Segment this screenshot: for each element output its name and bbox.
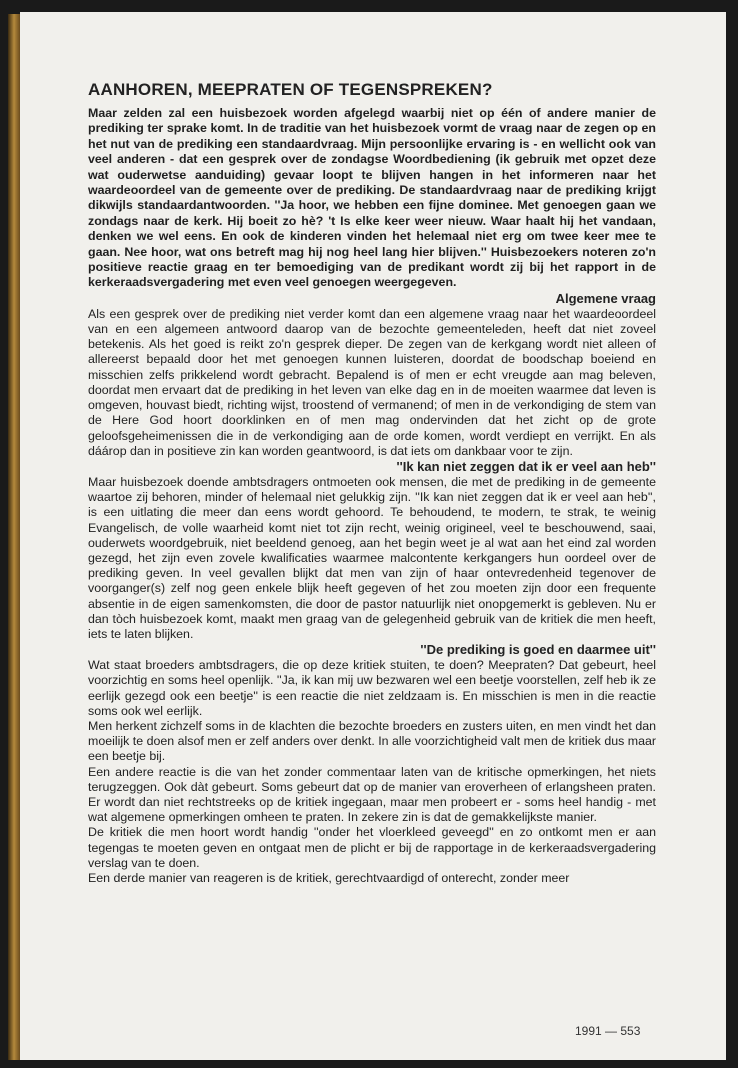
- document-page: [20, 12, 726, 1060]
- body-paragraph: De kritiek die men hoort wordt handig ''onder het vloerkleed geveegd'' en zo ontkomt men er aan tegengas te moeten geven en ontgaat men de plicht er bij de rapportage in de kerkeraadsvergadering verslag van te doen.: [88, 825, 656, 870]
- body-paragraph: Een andere reactie is die van het zonder commentaar laten van de kritische opmerkingen, het niets terugzeggen. Ook dàt gebeurt. Soms gebeurt dat op de manier van eroverheen of erlangsheen praten. Er wordt dan niet rechtstreeks op de kritiek ingegaan, maar men probeert er - soms heel handig - met wat algemene opmerkingen omheen te praten. In zekere zin is dat de gemakkelijkste manier.: [88, 764, 656, 825]
- book-spine: [8, 14, 20, 1060]
- section-heading-ik-kan-niet-zeggen: ''Ik kan niet zeggen dat ik er veel aan heb'': [396, 458, 656, 474]
- section-heading-algemene-vraag: Algemene vraag: [555, 290, 656, 306]
- body-paragraph: Maar huisbezoek doende ambtsdragers ontmoeten ook mensen, die met de prediking in de gemeente waartoe zij behoren, minder of helemaal niet gelukkig zijn. ''Ik kan niet zeggen dat ik er veel aan heb'', is een uitlating die meer dan eens wordt gehoord. Te behoudend, te modern, te strak, te weinig Evangelisch, de volle waarheid komt niet tot zijn recht, weinig origineel, veel te beschouwend, saai, ouderwets woordgebruik, niet beeldend genoeg, aan het begin weet je al wat aan het eind zal worden gezegd, het zijn even zovele kwalificaties waarmee malcontente kerkgangers hun oordeel over de prediking geven. In veel gevallen blijkt dat men van zijn of haar ontevredenheid tegenover de voorganger(s) zelf nog geen enkele blijk heeft gegeven of het zou moeten zijn door een frequente absentie in de eigen samenkomsten, die door de pastor natuurlijk niet onopgemerkt is gebleven. Nu er dan tòch huisbezoek komt, maakt men graag van de gelegenheid gebruik van de kritiek die men heeft, iets te laten blijken.: [88, 474, 656, 641]
- body-paragraph: Als een gesprek over de prediking niet verder komt dan een algemene vraag naar het waardeoordeel van en een algemeen antwoord daarop van de bezochte gemeenteleden, heeft dat niet zoveel betekenis. Als het goed is reikt zo'n gesprek dieper. De zegen van de kerkgang wordt niet alleen of allereerst bepaald door het met genoegen kunnen luisteren, doordat de boodschap boeiend en misschien zelfs prikkelend wordt gebracht. Bepalend is of men er echt vreugde aan mag beleven, doordat men ervaart dat de prediking in het leven van elke dag en in de moeiten waarmee dat leven is omgeven, houvast biedt, richting wijst, troostend of vermanend; of men in de verkondiging de stem van de Here God hoort doorklinken en of men mag ondervinden dat het zicht op de grote geloofsgeheimenissen die in de verkondiging aan de orde komen, wordt verdiept en verrijkt. En als dáárop dan in positieve zin kan worden geantwoord, is dat iets om dankbaar voor te zijn.: [88, 306, 656, 458]
- article-title: AANHOREN, MEEPRATEN OF TEGENSPREKEN?: [88, 80, 493, 99]
- body-paragraph: Men herkent zichzelf soms in de klachten die bezochte broeders en zusters uiten, en men vindt het dan moeilijk te doen alsof men er zelf anders over denkt. In alle voorzichtigheid valt men de kritiek dus maar een beetje bij.: [88, 718, 656, 764]
- section-heading-prediking-is-goed: ''De prediking is goed en daarmee uit'': [420, 642, 656, 658]
- page-number: 1991 — 553: [575, 1024, 641, 1038]
- article: [88, 80, 656, 886]
- intro-paragraph: Maar zelden zal een huisbezoek worden afgelegd waarbij niet op één of andere manier de prediking ter sprake komt. In de traditie van het huisbezoek vormt de vraag naar de zegen op en het nut van de prediking een standaardvraag. Mijn persoonlijke ervaring is - en wellicht ook van veel anderen - dat een gesprek over de zondagse Woordbediening (ik gebruik met opzet deze wat ouderwetse aanduiding) gevaar loopt te blijven hangen in het informeren naar het waardeoordeel van de gemeente over de prediking. De standaardvraag naar de prediking krijgt dikwijls standaardantwoorden. ''Ja hoor, we hebben een fijne dominee. Met genoegen gaan we zondags naar de kerk. Hij boeit zo hè? 't Is elke keer weer nieuw. Waar haalt hij het vandaan, denken we wel eens. En ook de kinderen vinden het helemaal niet erg om twee keer mee te gaan. Nee hoor, wat ons betreft mag hij nog heel lang hier blijven.'' Huisbezoekers noteren zo'n positieve reactie graag en ter bemoediging van de predikant wordt zij bij het rapport in de kerkeraadsvergadering met even veel genoegen weergegeven.: [88, 106, 656, 290]
- body-paragraph: Wat staat broeders ambtsdragers, die op deze kritiek stuiten, te doen? Meepraten? Dat gebeurt, heel voorzichtig en soms heel openlijk. ''Ja, ik kan mij uw bezwaren wel een beetje voorstellen, zelf heb ik ze eerlijk gezegd ook een beetje'' is een reactie die niet zeldzaam is. En misschien is men in die reactie soms ook wel eerlijk.: [88, 658, 656, 718]
- body-paragraph: Een derde manier van reageren is de kritiek, gerechtvaardigd of onterecht, zonder meer: [88, 870, 570, 885]
